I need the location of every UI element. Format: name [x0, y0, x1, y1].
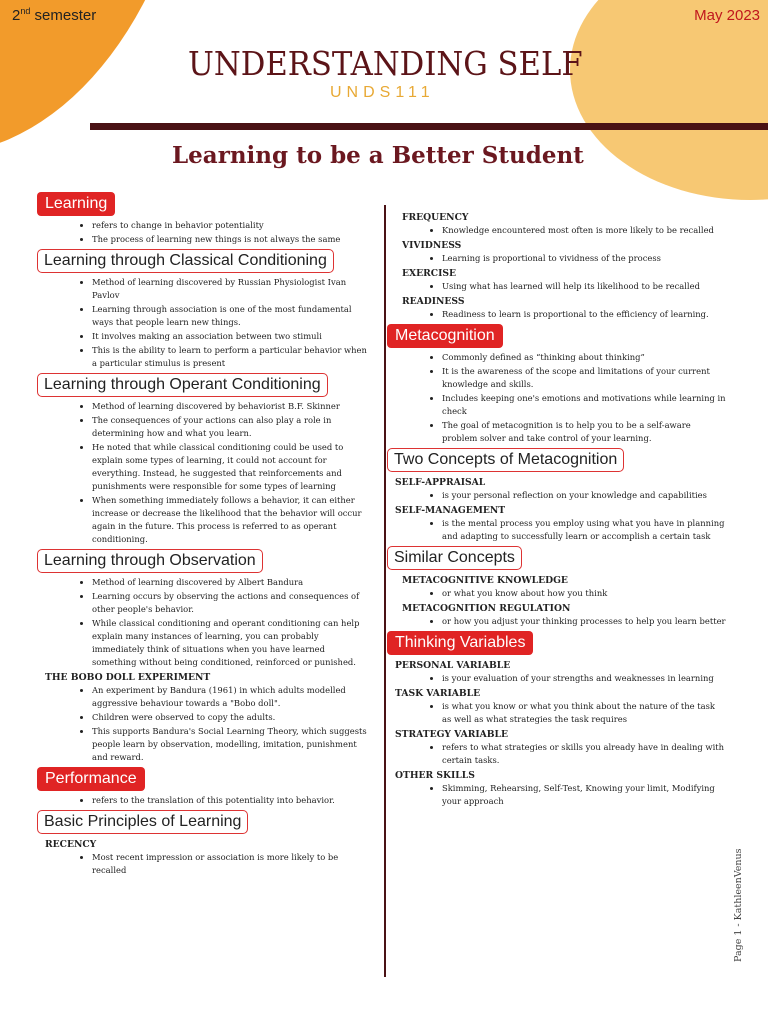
- list-item: • Method of learning discovered by Russian Physiologist Ivan Pavlov: [92, 276, 370, 302]
- list-item: • This is the ability to learn to perform a particular behavior when a particular stimulus is present: [92, 344, 370, 370]
- page-title: UNDERSTANDING SELF: [188, 44, 583, 83]
- list-item: • While classical conditioning and operant conditioning can help explain many instances of learning, you can probably immediately think of situations when you have learned something without being conditioned, reinforced or punished.: [92, 617, 370, 669]
- list-item: • refers to the translation of this potentiality into behavior.: [92, 794, 370, 807]
- list-item: • When something immediately follows a behavior, it can either increase or decrease the likelihood that the behavior will occur again in the future. This process is referred to as operant conditioning.: [92, 494, 370, 546]
- readiness-title: READINESS: [402, 296, 465, 307]
- heading-basic-principles: Basic Principles of Learning: [37, 810, 248, 834]
- metacognitive-knowledge-title: METACOGNITIVE KNOWLEDGE: [402, 575, 568, 586]
- heading-thinking-variables: Thinking Variables: [387, 631, 533, 655]
- recency-title: RECENCY: [45, 839, 97, 850]
- strategy-variable-list: [390, 741, 726, 767]
- heading-metacognition: Metacognition: [387, 324, 503, 348]
- list-item: • It is the awareness of the scope and limitations of your current knowledge and skills.: [442, 365, 726, 391]
- list-item: • Method of learning discovered by Albert Bandura: [92, 576, 370, 589]
- list-item: • is the mental process you employ using what you have in planning and adapting to successfully learn or accomplish a certain task: [442, 517, 726, 543]
- self-appraisal-title: SELF-APPRAISAL: [395, 477, 486, 488]
- list-item: • Learning occurs by observing the actions and consequences of other people's behavior.: [92, 590, 370, 616]
- list-item: • It involves making an association between two stimuli: [92, 330, 370, 343]
- page-footer: Page 1 - KathleenVenus: [733, 848, 744, 962]
- self-appraisal-list: [390, 489, 726, 502]
- frequency-list: [390, 224, 726, 237]
- semester-label: 2nd semester: [12, 6, 97, 24]
- heading-classical-conditioning: Learning through Classical Conditioning: [37, 249, 334, 273]
- list-item: • An experiment by Bandura (1961) in which adults modelled aggressive behaviour towards a "Bobo doll".: [92, 684, 370, 710]
- list-item: • This supports Bandura's Social Learning Theory, which suggests people learn by observation, modelling, imitation, punishment and reward.: [92, 725, 370, 764]
- header-divider: [90, 123, 768, 130]
- learning-list: [40, 219, 370, 246]
- list-item: • Knowledge encountered most often is more likely to be recalled: [442, 224, 726, 237]
- recency-list: [40, 851, 370, 877]
- list-item: • refers to change in behavior potentiality: [92, 219, 370, 232]
- page-subtitle: Learning to be a Better Student: [172, 142, 584, 169]
- self-management-title: SELF-MANAGEMENT: [395, 505, 506, 516]
- other-skills-list: [390, 782, 726, 808]
- strategy-variable-title: STRATEGY VARIABLE: [395, 729, 509, 740]
- metacognition-list: [390, 351, 726, 445]
- exercise-list: [390, 280, 726, 293]
- heading-learning: Learning: [37, 192, 115, 216]
- list-item: • The goal of metacognition is to help you to be a self-aware problem solver and take control of your learning.: [442, 419, 726, 445]
- list-item: • He noted that while classical conditioning could be used to explain some types of learning, it could not account for everything. Instead, he suggested that reinforcements and punishments were responsible for some types of learning: [92, 441, 370, 493]
- list-item: • Commonly defined as “thinking about thinking”: [442, 351, 726, 364]
- list-item: • Learning through association is one of the most fundamental ways that people learn new things.: [92, 303, 370, 329]
- metacognition-regulation-title: METACOGNITION REGULATION: [402, 603, 571, 614]
- task-variable-title: TASK VARIABLE: [395, 688, 481, 699]
- list-item: • Children were observed to copy the adults.: [92, 711, 370, 724]
- right-column: [390, 210, 726, 811]
- frequency-title: FREQUENCY: [402, 212, 469, 223]
- bobo-list: [40, 684, 370, 764]
- list-item: • or how you adjust your thinking processes to help you learn better: [442, 615, 726, 628]
- readiness-list: [390, 308, 726, 321]
- list-item: • The process of learning new things is not always the same: [92, 233, 370, 246]
- list-item: • Skimming, Rehearsing, Self-Test, Knowing your limit, Modifying your approach: [442, 782, 726, 808]
- left-column: [40, 192, 370, 880]
- list-item: • is your personal reflection on your knowledge and capabilities: [442, 489, 726, 502]
- list-item: • refers to what strategies or skills you already have in dealing with certain tasks.: [442, 741, 726, 767]
- observation-list: [40, 576, 370, 669]
- list-item: • The consequences of your actions can also play a role in determining how and what you learn.: [92, 414, 370, 440]
- bobo-doll-title: THE BOBO DOLL EXPERIMENT: [45, 672, 211, 683]
- vividness-title: VIVIDNESS: [402, 240, 462, 251]
- list-item: • Using what has learned will help its likelihood to be recalled: [442, 280, 726, 293]
- operant-list: [40, 400, 370, 546]
- column-divider: [384, 205, 386, 977]
- heading-performance: Performance: [37, 767, 145, 791]
- list-item: • is your evaluation of your strengths and weaknesses in learning: [442, 672, 726, 685]
- performance-list: [40, 794, 370, 807]
- list-item: • Most recent impression or association is more likely to be recalled: [92, 851, 370, 877]
- knowledge-list: [390, 587, 726, 600]
- list-item: • Includes keeping one's emotions and motivations while learning in check: [442, 392, 726, 418]
- heading-similar-concepts: Similar Concepts: [387, 546, 522, 570]
- task-variable-list: [390, 700, 726, 726]
- classical-list: [40, 276, 370, 370]
- vividness-list: [390, 252, 726, 265]
- self-management-list: [390, 517, 726, 543]
- list-item: • or what you know about how you think: [442, 587, 726, 600]
- exercise-title: EXERCISE: [402, 268, 457, 279]
- list-item: • Readiness to learn is proportional to the efficiency of learning.: [442, 308, 726, 321]
- heading-operant-conditioning: Learning through Operant Conditioning: [37, 373, 328, 397]
- other-skills-title: OTHER SKILLS: [395, 770, 475, 781]
- personal-variable-list: [390, 672, 726, 685]
- personal-variable-title: PERSONAL VARIABLE: [395, 660, 511, 671]
- heading-two-concepts: Two Concepts of Metacognition: [387, 448, 624, 472]
- list-item: • is what you know or what you think about the nature of the task as well as what strategies the task requires: [442, 700, 726, 726]
- list-item: • Method of learning discovered by behaviorist B.F. Skinner: [92, 400, 370, 413]
- decor-yellow-shape: [570, 0, 768, 200]
- heading-observation: Learning through Observation: [37, 549, 263, 573]
- list-item: • Learning is proportional to vividness of the process: [442, 252, 726, 265]
- regulation-list: [390, 615, 726, 628]
- date-label: May 2023: [694, 7, 760, 24]
- course-code: UNDS111: [330, 84, 435, 101]
